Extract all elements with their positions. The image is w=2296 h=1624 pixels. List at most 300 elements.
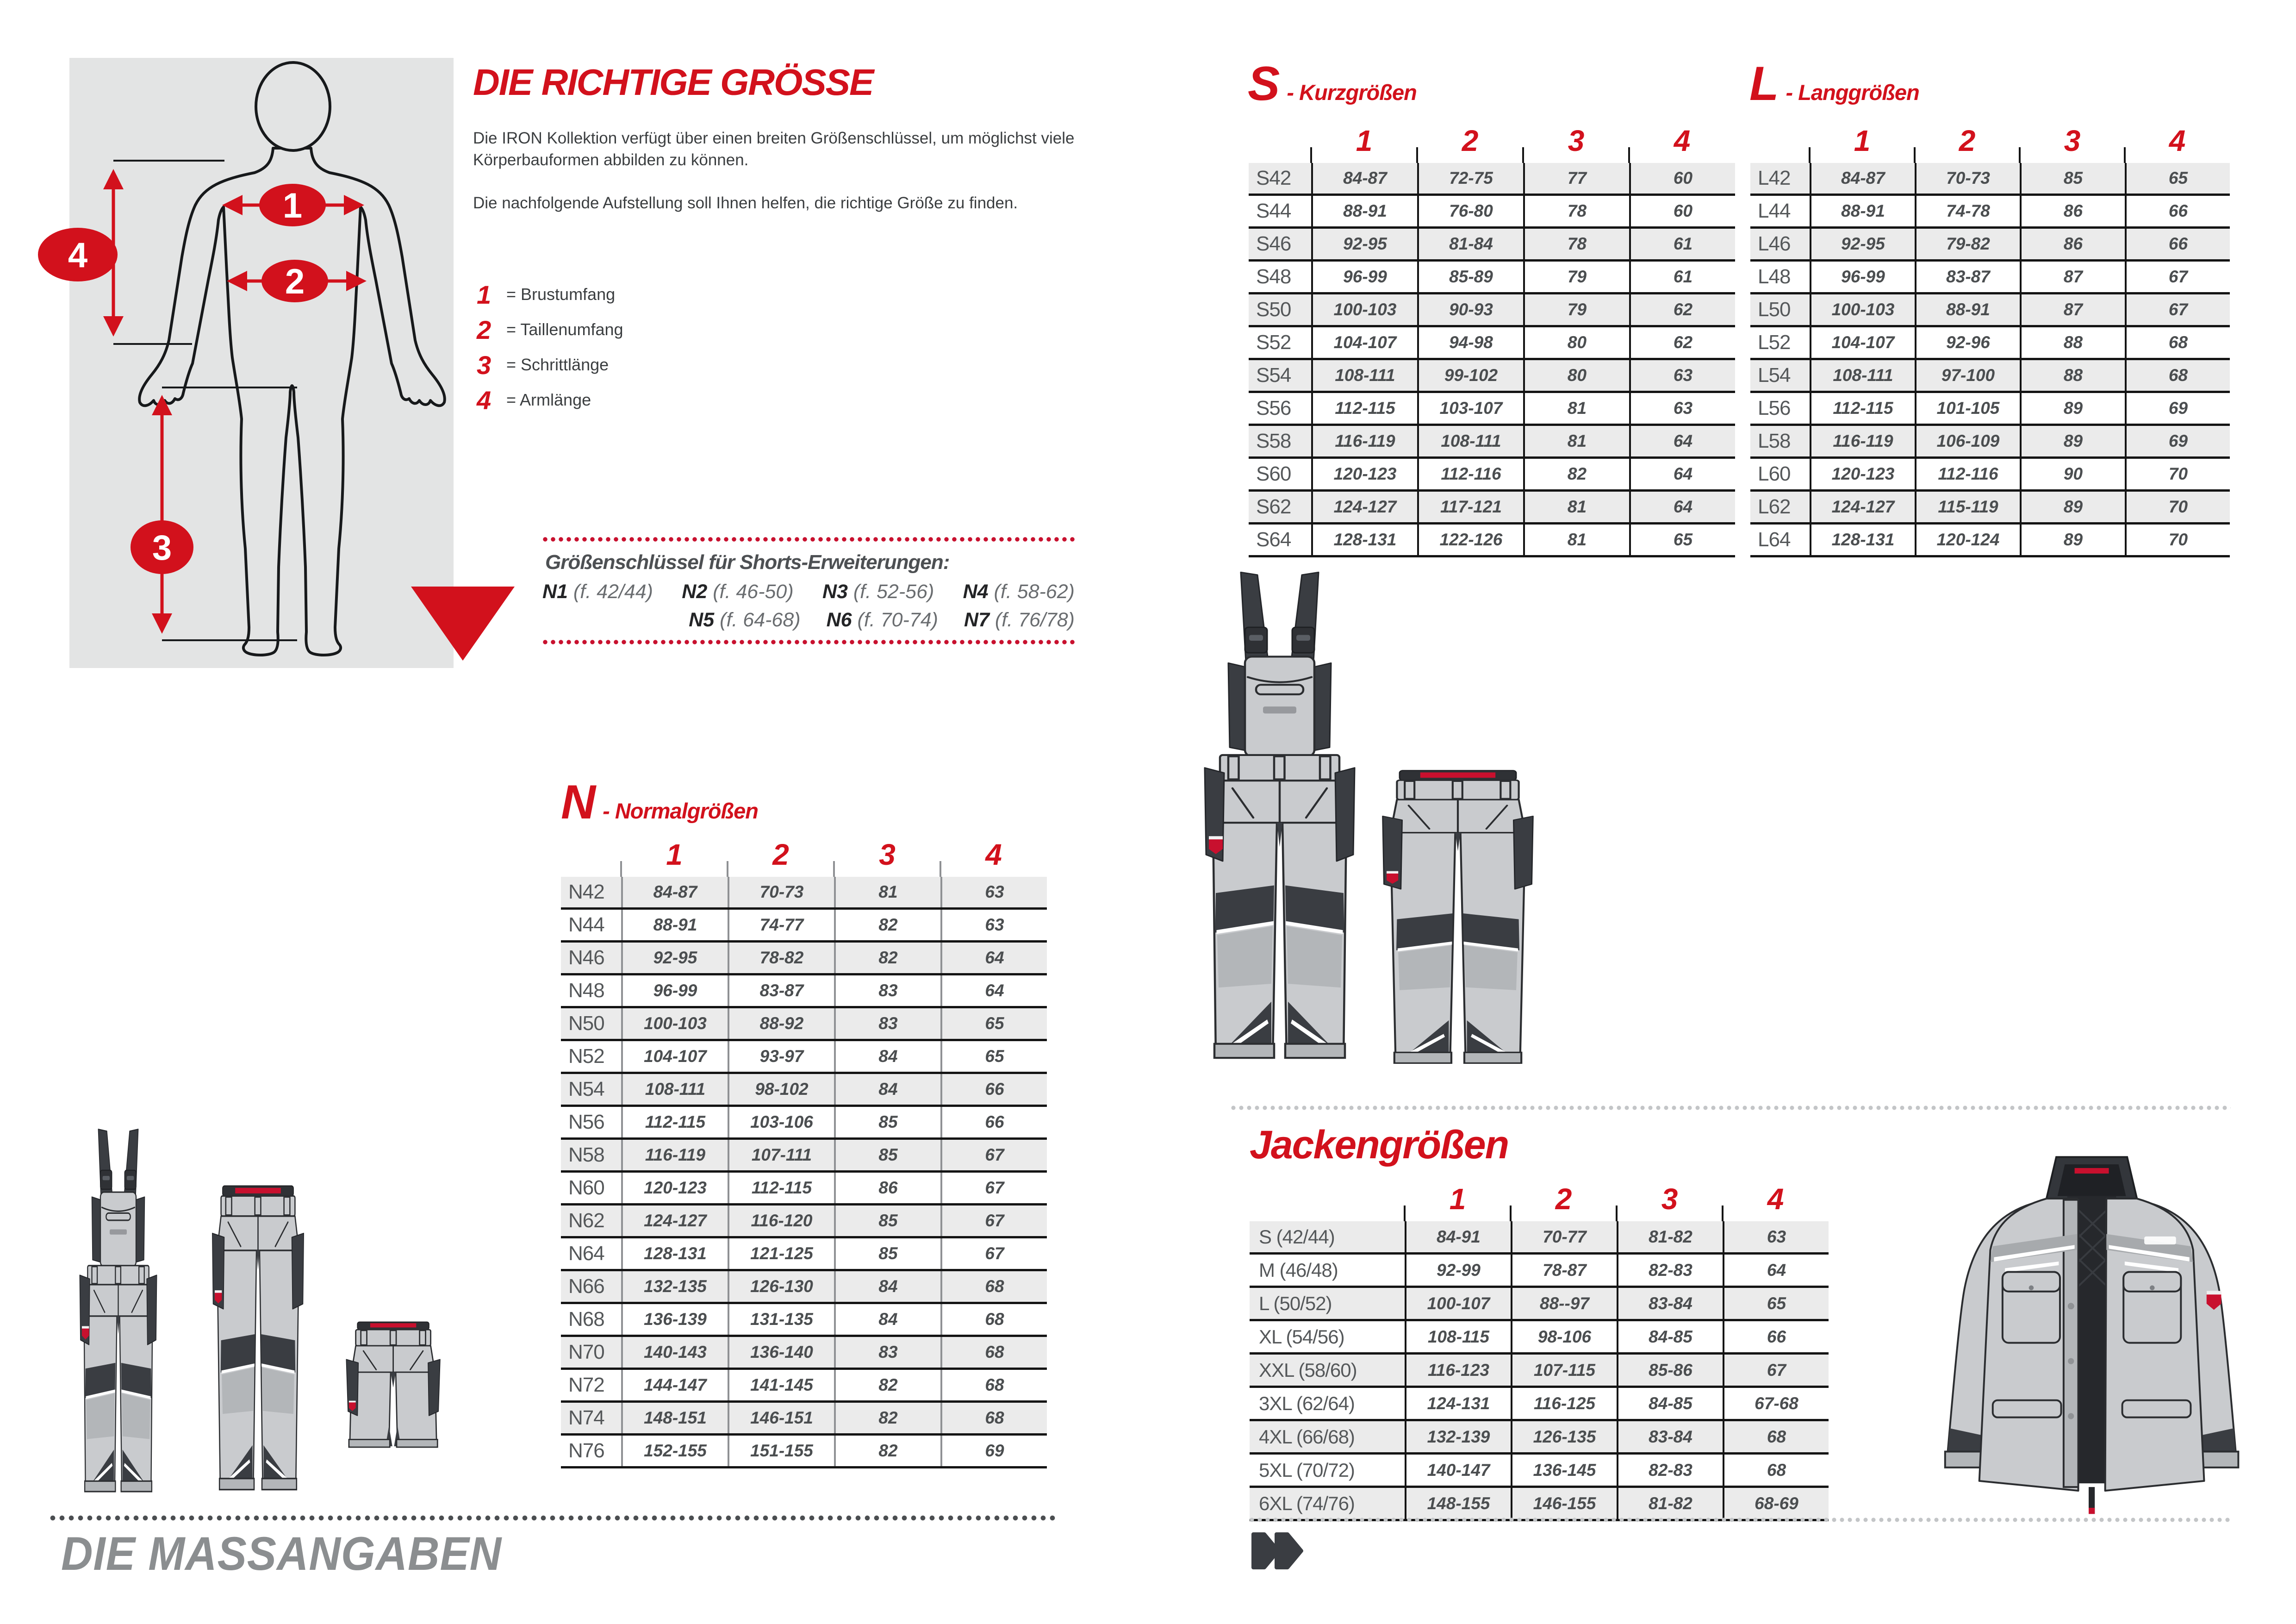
size-value: 116-125 <box>1511 1388 1617 1419</box>
column-header: 3 <box>2064 124 2081 157</box>
table-row <box>1249 327 1735 360</box>
table-row <box>561 1140 1047 1173</box>
column-header: 1 <box>666 838 683 871</box>
size-value: 92-96 <box>1915 327 2020 358</box>
size-value: 108-111 <box>1417 426 1523 456</box>
size-value: 90 <box>2020 459 2125 489</box>
footer-title: DIE MASSANGABEN <box>61 1527 502 1580</box>
size-value: 81 <box>1523 393 1629 424</box>
section-letter: N <box>561 775 595 829</box>
size-label: N42 <box>568 881 604 903</box>
normalgroessen-table <box>561 832 1047 1468</box>
legend-item <box>477 277 623 312</box>
size-value: 148-155 <box>1405 1488 1511 1519</box>
table-row <box>1750 262 2230 294</box>
size-label: S50 <box>1256 298 1291 321</box>
size-value: 85 <box>834 1107 940 1137</box>
table-row <box>1750 229 2230 262</box>
size-value: 69 <box>2125 393 2230 424</box>
size-label: L56 <box>1758 397 1791 419</box>
size-value: 68 <box>1723 1455 1829 1486</box>
size-value: 126-135 <box>1511 1421 1617 1452</box>
size-value: 96-99 <box>1810 262 1915 292</box>
size-value: 78-82 <box>728 943 834 973</box>
intro-paragraph-1: Die IRON Kollektion verfügt über einen breiten Größenschlüssel, um möglichst viele Körperbauformen abbilden zu können. <box>473 129 1075 169</box>
size-value: 74-78 <box>1915 196 2020 226</box>
table-row <box>1750 393 2230 426</box>
table-row <box>1249 393 1735 426</box>
size-value: 136-139 <box>621 1304 728 1335</box>
size-value: 146-155 <box>1511 1488 1617 1519</box>
size-value: 140-147 <box>1405 1455 1511 1486</box>
table-row <box>561 877 1047 910</box>
size-value: 89 <box>2020 492 2125 522</box>
size-value: 85 <box>2020 163 2125 194</box>
jackengroessen-table <box>1250 1177 1829 1521</box>
n-table-title <box>561 775 759 829</box>
size-label: L64 <box>1758 528 1791 551</box>
table-row <box>1250 1321 1829 1355</box>
size-value: 112-116 <box>1915 459 2020 489</box>
column-header: 2 <box>1959 124 1976 157</box>
table-row <box>561 1370 1047 1403</box>
shorts-key-entry: N5 (f. 64-68) <box>689 609 801 631</box>
size-value: 70-73 <box>728 877 834 907</box>
size-label: L54 <box>1758 364 1791 387</box>
table-row <box>1750 492 2230 525</box>
langgroessen-table <box>1750 119 2230 557</box>
legend-label: = Schrittlänge <box>506 355 609 374</box>
size-value: 78 <box>1523 196 1629 226</box>
size-value: 116-119 <box>1810 426 1915 456</box>
size-value: 97-100 <box>1915 360 2020 391</box>
dotted-divider <box>542 536 1075 543</box>
size-value: 136-145 <box>1511 1455 1617 1486</box>
dotted-divider <box>542 639 1075 645</box>
size-value: 85-89 <box>1417 262 1523 292</box>
table-row <box>561 1206 1047 1238</box>
size-value: 88 <box>2020 327 2125 358</box>
size-value: 65 <box>1629 525 1735 555</box>
table-row <box>1750 426 2230 459</box>
size-value: 82 <box>834 910 940 940</box>
column-header: 2 <box>1462 124 1479 157</box>
size-value: 141-145 <box>728 1370 834 1400</box>
size-value: 81 <box>1523 426 1629 456</box>
size-value: 60 <box>1629 196 1735 226</box>
size-value: 82-83 <box>1617 1255 1723 1286</box>
size-value: 70 <box>2125 459 2230 489</box>
size-value: 89 <box>2020 393 2125 424</box>
table-row <box>1249 360 1735 393</box>
size-label: L48 <box>1758 265 1791 288</box>
shorts-key-entry: N3 (f. 52-56) <box>822 581 934 603</box>
size-value: 79 <box>1523 262 1629 292</box>
table-row <box>561 1041 1047 1074</box>
table-row <box>561 1304 1047 1337</box>
size-value: 77 <box>1523 163 1629 194</box>
size-value: 144-147 <box>621 1370 728 1400</box>
jacket-table-title: Jackengrößen <box>1250 1123 1509 1167</box>
size-label: S (42/44) <box>1259 1225 1335 1248</box>
size-label: L42 <box>1758 167 1791 189</box>
size-value: 93-97 <box>728 1041 834 1072</box>
shorts-key-entry: N4 (f. 58-62) <box>963 581 1075 603</box>
l-table-title <box>1749 57 1919 111</box>
size-label: L (50/52) <box>1259 1292 1332 1314</box>
size-value: 70-77 <box>1511 1221 1617 1252</box>
column-header: 4 <box>985 838 1002 871</box>
size-value: 84 <box>834 1074 940 1105</box>
size-value: 98-102 <box>728 1074 834 1105</box>
legend-item <box>477 382 623 418</box>
size-value: 83-84 <box>1617 1288 1723 1319</box>
size-value: 87 <box>2020 294 2125 325</box>
size-value: 108-111 <box>1810 360 1915 391</box>
size-label: XXL (58/60) <box>1259 1359 1357 1381</box>
size-value: 136-140 <box>728 1337 834 1368</box>
size-value: 90-93 <box>1417 294 1523 325</box>
size-label: S62 <box>1256 495 1291 518</box>
table-row <box>561 1008 1047 1041</box>
table-row <box>561 975 1047 1008</box>
legend-number: 3 <box>477 350 492 380</box>
size-value: 65 <box>940 1008 1047 1039</box>
size-label: N48 <box>568 979 604 1002</box>
size-value: 100-103 <box>1311 294 1417 325</box>
size-value: 68 <box>940 1304 1047 1335</box>
size-value: 122-126 <box>1417 525 1523 555</box>
size-value: 84-87 <box>1311 163 1417 194</box>
size-value: 98-106 <box>1511 1321 1617 1352</box>
body-measurement-diagram <box>69 58 454 668</box>
size-value: 65 <box>940 1041 1047 1072</box>
size-label: N62 <box>568 1209 604 1232</box>
size-value: 112-115 <box>728 1173 834 1203</box>
size-value: 84 <box>834 1041 940 1072</box>
size-label: N68 <box>568 1308 604 1330</box>
size-value: 85 <box>834 1140 940 1170</box>
size-label: L46 <box>1758 232 1791 255</box>
table-row <box>1249 262 1735 294</box>
size-value: 82 <box>834 943 940 973</box>
size-value: 68 <box>2125 360 2230 391</box>
size-value: 63 <box>940 877 1047 907</box>
size-value: 128-131 <box>1311 525 1417 555</box>
size-value: 89 <box>2020 426 2125 456</box>
size-value: 82 <box>1523 459 1629 489</box>
dotted-divider <box>1250 1517 2231 1523</box>
size-label: N46 <box>568 946 604 969</box>
legend-number: 4 <box>477 385 492 415</box>
s-table-title <box>1248 57 1417 111</box>
size-value: 120-124 <box>1915 525 2020 555</box>
section-subtitle: - Normalgrößen <box>603 799 759 823</box>
shorts-key-entry: N7 (f. 76/78) <box>964 609 1075 631</box>
size-value: 100-103 <box>1810 294 1915 325</box>
size-value: 121-125 <box>728 1238 834 1269</box>
size-value: 86 <box>834 1173 940 1203</box>
size-label: N74 <box>568 1406 604 1429</box>
size-value: 67 <box>1723 1355 1829 1386</box>
column-header: 1 <box>1356 124 1373 157</box>
size-value: 100-107 <box>1405 1288 1511 1319</box>
table-row <box>1249 294 1735 327</box>
badge-4-number: 4 <box>68 236 88 275</box>
size-value: 67 <box>2125 294 2230 325</box>
shorts-key-row <box>542 609 1075 631</box>
table-row <box>561 1271 1047 1304</box>
size-value: 84-87 <box>621 877 728 907</box>
page-title: DIE RICHTIGE GRÖSSE <box>473 62 873 103</box>
size-value: 124-131 <box>1405 1388 1511 1419</box>
size-label: S58 <box>1256 430 1291 452</box>
table-row <box>561 910 1047 943</box>
size-value: 84-91 <box>1405 1221 1511 1252</box>
size-value: 67 <box>940 1238 1047 1269</box>
size-label: M (46/48) <box>1259 1259 1338 1281</box>
size-value: 68 <box>940 1271 1047 1302</box>
size-value: 70 <box>2125 492 2230 522</box>
legend-item <box>477 347 623 382</box>
size-value: 126-130 <box>728 1271 834 1302</box>
table-row <box>1249 492 1735 525</box>
size-value: 83 <box>834 1008 940 1039</box>
table-row <box>561 1173 1047 1206</box>
size-label: S42 <box>1256 167 1291 189</box>
size-value: 81-82 <box>1617 1488 1723 1519</box>
size-value: 83 <box>834 975 940 1006</box>
size-value: 120-123 <box>1311 459 1417 489</box>
size-value: 82 <box>834 1436 940 1466</box>
size-value: 64 <box>940 943 1047 973</box>
size-value: 62 <box>1629 294 1735 325</box>
table-row <box>1250 1388 1829 1421</box>
size-label: N52 <box>568 1045 604 1068</box>
table-row <box>1250 1288 1829 1321</box>
workwear-set-illustration <box>60 1123 504 1532</box>
table-row <box>561 1436 1047 1468</box>
column-header: 4 <box>1767 1182 1784 1216</box>
size-value: 106-109 <box>1915 426 2020 456</box>
size-value: 88-92 <box>728 1008 834 1039</box>
legend-label: = Brustumfang <box>506 285 616 304</box>
size-value: 70-73 <box>1915 163 2020 194</box>
table-row <box>1750 360 2230 393</box>
size-value: 96-99 <box>1311 262 1417 292</box>
size-value: 84 <box>834 1271 940 1302</box>
size-value: 68 <box>2125 327 2230 358</box>
size-label: XL (54/56) <box>1259 1325 1344 1348</box>
size-label: L58 <box>1758 430 1791 452</box>
legend-label: = Armlänge <box>506 390 591 409</box>
table-row <box>561 1337 1047 1370</box>
size-value: 85-86 <box>1617 1355 1723 1386</box>
size-label: S44 <box>1256 200 1291 222</box>
size-label: L50 <box>1758 298 1791 321</box>
column-header: 1 <box>1854 124 1871 157</box>
size-value: 83-87 <box>1915 262 2020 292</box>
size-label: 6XL (74/76) <box>1259 1492 1355 1514</box>
dotted-divider <box>50 1515 1059 1521</box>
body-outline <box>139 62 445 655</box>
size-value: 88 <box>2020 360 2125 391</box>
table-header-row <box>1750 119 2230 163</box>
size-label: 3XL (62/64) <box>1259 1392 1355 1414</box>
size-value: 116-123 <box>1405 1355 1511 1386</box>
shorts-size-key-box <box>542 536 1075 645</box>
size-label: L44 <box>1758 200 1791 222</box>
size-value: 74-77 <box>728 910 834 940</box>
badge-2-number: 2 <box>285 262 305 301</box>
section-letter: L <box>1749 57 1778 111</box>
size-value: 63 <box>940 910 1047 940</box>
size-value: 67 <box>940 1206 1047 1236</box>
size-label: S60 <box>1256 462 1291 485</box>
table-header-row <box>1250 1177 1829 1221</box>
table-row <box>1250 1421 1829 1455</box>
table-row <box>1250 1455 1829 1488</box>
size-label: N56 <box>568 1111 604 1133</box>
size-label: 4XL (66/68) <box>1259 1425 1355 1448</box>
size-value: 92-95 <box>1810 229 1915 259</box>
column-header: 1 <box>1449 1182 1466 1216</box>
section-subtitle: - Langgrößen <box>1786 80 1919 105</box>
size-value: 124-127 <box>621 1206 728 1236</box>
size-label: S48 <box>1256 265 1291 288</box>
size-value: 64 <box>1629 492 1735 522</box>
size-value: 64 <box>1629 426 1735 456</box>
size-label: N54 <box>568 1078 604 1100</box>
section-letter: S <box>1248 57 1279 111</box>
table-row <box>1249 525 1735 557</box>
size-value: 66 <box>940 1107 1047 1137</box>
legend-number: 1 <box>477 280 492 309</box>
table-row <box>1250 1221 1829 1255</box>
size-value: 88-91 <box>1810 196 1915 226</box>
size-value: 68 <box>940 1403 1047 1433</box>
size-value: 116-120 <box>728 1206 834 1236</box>
size-value: 117-121 <box>1417 492 1523 522</box>
size-value: 66 <box>2125 196 2230 226</box>
size-value: 107-111 <box>728 1140 834 1170</box>
size-value: 131-135 <box>728 1304 834 1335</box>
column-header: 4 <box>1674 124 1691 157</box>
table-row <box>1750 525 2230 557</box>
size-value: 72-75 <box>1417 163 1523 194</box>
size-value: 68 <box>940 1337 1047 1368</box>
size-label: L52 <box>1758 331 1791 354</box>
size-value: 92-95 <box>621 943 728 973</box>
size-value: 80 <box>1523 360 1629 391</box>
size-value: 132-139 <box>1405 1421 1511 1452</box>
legend-number: 2 <box>477 315 492 344</box>
size-value: 84 <box>834 1304 940 1335</box>
size-value: 81 <box>1523 525 1629 555</box>
size-label: S54 <box>1256 364 1291 387</box>
size-value: 82 <box>834 1370 940 1400</box>
size-value: 151-155 <box>728 1436 834 1466</box>
size-value: 69 <box>2125 426 2230 456</box>
table-row <box>1249 196 1735 229</box>
size-value: 66 <box>1723 1321 1829 1352</box>
shorts-key-entry: N1 (f. 42/44) <box>542 581 653 603</box>
size-value: 67 <box>940 1173 1047 1203</box>
dotted-divider <box>1231 1105 2231 1111</box>
size-value: 84-87 <box>1810 163 1915 194</box>
size-value: 81-84 <box>1417 229 1523 259</box>
size-label: N44 <box>568 913 604 936</box>
size-value: 152-155 <box>621 1436 728 1466</box>
size-value: 68-69 <box>1723 1488 1829 1519</box>
size-value: 82 <box>834 1403 940 1433</box>
size-label: N60 <box>568 1176 604 1199</box>
table-row <box>1249 459 1735 492</box>
legend-item <box>477 312 623 347</box>
size-value: 82-83 <box>1617 1455 1723 1486</box>
size-value: 107-115 <box>1511 1355 1617 1386</box>
size-label: L62 <box>1758 495 1791 518</box>
table-row <box>561 1107 1047 1140</box>
size-value: 84-85 <box>1617 1321 1723 1352</box>
size-value: 85 <box>834 1206 940 1236</box>
double-chevron-right-icon <box>1251 1530 1311 1574</box>
intro-paragraph-2: Die nachfolgende Aufstellung soll Ihnen helfen, die richtige Größe zu finden. <box>473 194 1018 212</box>
jacket-illustration <box>1921 1141 2263 1523</box>
size-value: 108-111 <box>621 1074 728 1105</box>
column-header: 4 <box>2169 124 2186 157</box>
size-value: 103-107 <box>1417 393 1523 424</box>
size-value: 84-85 <box>1617 1388 1723 1419</box>
table-row <box>1249 229 1735 262</box>
size-value: 94-98 <box>1417 327 1523 358</box>
size-value: 60 <box>1629 163 1735 194</box>
size-value: 124-127 <box>1311 492 1417 522</box>
shorts-key-entry: N6 (f. 70-74) <box>826 609 938 631</box>
size-value: 69 <box>940 1436 1047 1466</box>
size-value: 104-107 <box>621 1041 728 1072</box>
size-value: 88--97 <box>1511 1288 1617 1319</box>
size-value: 81 <box>1523 492 1629 522</box>
size-value: 128-131 <box>621 1238 728 1269</box>
table-row <box>1249 163 1735 196</box>
table-row <box>1750 459 2230 492</box>
size-value: 116-119 <box>621 1140 728 1170</box>
size-value: 96-99 <box>621 975 728 1006</box>
size-value: 78-87 <box>1511 1255 1617 1286</box>
size-value: 88-91 <box>1311 196 1417 226</box>
triangle-down-icon <box>411 587 515 661</box>
size-value: 85 <box>834 1238 940 1269</box>
measurement-legend <box>477 277 623 418</box>
size-value: 64 <box>1723 1255 1829 1286</box>
table-row <box>561 943 1047 975</box>
table-header-row <box>1249 119 1735 163</box>
shorts-key-row <box>542 581 1075 603</box>
size-label: N66 <box>568 1275 604 1298</box>
size-value: 124-127 <box>1810 492 1915 522</box>
size-value: 87 <box>2020 262 2125 292</box>
size-label: L60 <box>1758 462 1791 485</box>
section-subtitle: - Kurzgrößen <box>1287 80 1417 105</box>
size-value: 88-91 <box>1915 294 2020 325</box>
shorts-key-entry: N2 (f. 46-50) <box>682 581 794 603</box>
size-value: 116-119 <box>1311 426 1417 456</box>
size-label: S64 <box>1256 528 1291 551</box>
size-value: 63 <box>1629 360 1735 391</box>
table-row <box>1250 1255 1829 1288</box>
size-value: 92-95 <box>1311 229 1417 259</box>
